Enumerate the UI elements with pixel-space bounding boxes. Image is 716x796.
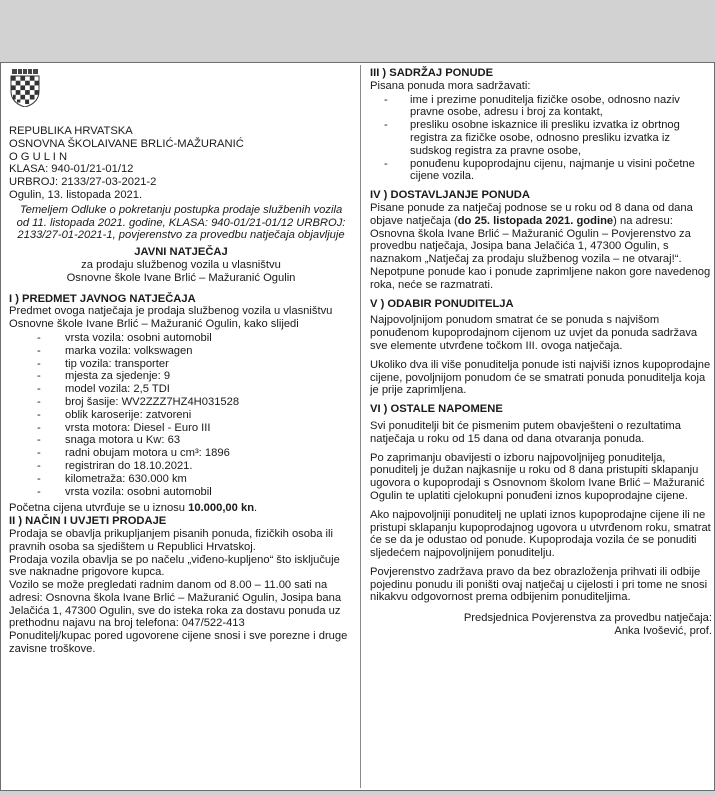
spec-item: - tip vozila: transporter <box>37 358 353 371</box>
starting-price <box>9 502 353 515</box>
spec-item: - radni obujam motora u cm³: 1896 <box>37 447 353 460</box>
price-value: 10.000,00 kn <box>188 502 255 515</box>
spec-item: - snaga motora u Kw: 63 <box>37 434 353 447</box>
price-prefix: Početna cijena utvrđuje se u iznosu <box>9 502 189 515</box>
right-column <box>370 67 712 638</box>
urbroj-number: URBROJ: 2133/27-03-2021-2 <box>9 176 157 189</box>
section-2-p2: Prodaja vozila obavlja se po načelu „viđeno-kupljeno“ što isključuje sve naknadne prigovore kupca. <box>9 553 340 579</box>
notice-subtitle-1: za prodaju službenog vozila u vlasništvu <box>81 258 281 271</box>
republic-name: REPUBLIKA HRVATSKA <box>9 125 133 137</box>
spec-item: - model vozila: 2,5 TDI <box>37 383 353 396</box>
section-4-text <box>370 202 712 292</box>
requirement-item: - ponuđenu kupoprodajnu cijenu, najmanje u visini početne cijene vozila. <box>384 158 712 184</box>
section-2-p4: Ponuditelj/kupac pored ugovorene cijene snosi i sve porezne i druge zavisne troškove. <box>9 630 348 656</box>
section-6-p3: Ako najpovoljniji ponuditelj ne uplati iznos kupoprodajne cijene ili ne pristupi sklapanju kupoprodajnog ugovora u utvrđenom roku, smatrat će se da je odustao od ponude. Kupoprodaja vozila će se ponuditi sljedećem najpovoljnijem ponuditelju. <box>370 508 711 560</box>
signature-role: Predsjednica Povjerenstva za provedbu natječaja: <box>463 612 712 625</box>
section-5-p2: Ukoliko dva ili više ponuditelja ponude isti najviši iznos kupoprodajne cijene, povoljnijom ponudom će se smatrati ponuda ponuditelja koja je prije zaprimljena. <box>370 358 711 397</box>
klasa-number: KLASA: 940-01/21-01/12 <box>9 163 134 176</box>
spec-item: - vrsta vozila: osobni automobil <box>37 486 353 499</box>
delivery-text-end: ) na adresu: Osnovna škola Ivane Brlić – Mažuranić Ogulin – Povjerenstvo za provedbu natječaja, Josipa bana Jelačića 1, 47300 Ogulin, s naznakom „Natječaj za prodaju službenog vozila – ne otvaraj!“. Nepotpune ponude kao i ponude zaprimljene nakon gore navedenog roka, neće se razmatrati. <box>370 214 711 291</box>
section-heading-2: II ) NAČIN I UVJETI PRODAJE <box>9 515 167 528</box>
delivery-text-start: Pisane ponude za natječaj podnose se u roku od 8 dana od dana objave natječaja ( <box>370 201 693 227</box>
spec-item: - registriran do 18.10.2021. <box>37 460 353 473</box>
signature-name: Anka Ivošević, prof. <box>614 625 712 638</box>
section-6-p1: Svi ponuditelji bit će pismenim putem obavješteni o rezultatima natječaja u roku od 15 dana od dana otvaranja ponuda. <box>370 419 681 445</box>
spec-item: - vrsta vozila: osobni automobil <box>37 332 353 345</box>
spec-item: - broj šasije: WV2ZZZ7HZ4H031528 <box>37 396 353 409</box>
section-2-p1: Prodaja se obavlja prikupljanjem pisanih ponuda, fizičkih osoba ili pravnih osoba sa sjedištem u Republici Hrvatskoj. <box>9 527 334 553</box>
section-3-text: Pisana ponuda mora sadržavati: <box>370 79 531 92</box>
section-6-p4: Povjerenstvo zadržava pravo da bez obrazloženja prihvati ili odbije pojedinu ponudu ili poništi ovaj natječaj u cijelosti i pri tome ne snosi nikakvu odgovornost prema odbijenim ponuditeljima. <box>370 565 708 604</box>
date-line: Ogulin, 13. listopada 2021. <box>9 188 143 201</box>
city-name: O G U L I N <box>9 150 68 163</box>
notice-subtitle-2: Osnovne škole Ivane Brlić – Mažuranić Ogulin <box>66 271 296 284</box>
letterhead <box>9 125 353 202</box>
requirement-item: - ime i prezime ponuditelja fizičke osobe, odnosno naziv pravne osobe, adresu i broj za kontakt, <box>384 94 712 120</box>
signature-block <box>370 612 712 638</box>
section-heading-1: I ) PREDMET JAVNOG NATJEČAJA <box>9 292 196 305</box>
spec-item: - marka vozila: volkswagen <box>37 345 353 358</box>
column-divider <box>360 65 361 788</box>
requirement-item: - presliku osobne iskaznice ili presliku izvatka iz obrtnog registra za fizičke osobe, odnosno presliku izvatka iz sudskog registra za pravne osobe, <box>384 119 712 157</box>
section-6-p2: Po zaprimanju obavijesti o izboru najpovoljnijeg ponuditelja, ponuditelj je dužan najkasnije u roku od 8 dana pristupiti sklapanju ugovora o kupoprodaji s Osnovnom školom Ivane Brlić – Mažuranić Ogulin te uplatiti cjelokupni ponuđeni iznos kupoprodajne cijene. <box>370 451 705 502</box>
left-column <box>9 67 353 656</box>
section-1-text: Predmet ovoga natječaja je prodaja službenog vozila u vlasništvu Osnovne škole Ivane Brlić – Mažuranić Ogulin, kako slijedi <box>9 305 333 331</box>
spec-item: - oblik karoserije: zatvoreni <box>37 409 353 422</box>
price-suffix: . <box>254 502 258 515</box>
school-name: OSNOVNA ŠKOLAIVANE BRLIĆ-MAŽURANIĆ <box>9 137 244 150</box>
delivery-deadline: do 25. listopada 2021. godine <box>457 214 614 227</box>
section-5-p1: Najpovoljnijom ponudom smatrat će se ponuda s najvišom ponuđenom kupoprodajnom cijenom uz uvjet da ponuda sadržava sve elemente utvrđene točkom III. ovoga natječaja. <box>370 314 698 352</box>
spec-item: - kilometraža: 630.000 km <box>37 473 353 486</box>
section-heading-4: IV ) DOSTAVLJANJE PONUDA <box>370 189 530 202</box>
section-heading-3: III ) SADRŽAJ PONUDE <box>370 67 494 79</box>
section-heading-6: VI ) OSTALE NAPOMENE <box>370 403 503 416</box>
spec-item: - mjesta za sjedenje: 9 <box>37 370 353 383</box>
section-heading-5: V ) ODABIR PONUDITELJA <box>370 297 514 310</box>
vehicle-spec-list <box>9 332 353 498</box>
intro-text: Temeljem Odluke o pokretanju postupka prodaje službenih vozila od 11. listopada 2021. godine, KLASA: 940-01/21-01/12 URBROJ: 2133/27-01-2021-1, povjerenstvo za provedbu natječaja objavljuje <box>16 203 346 242</box>
offer-contents-list <box>370 94 712 184</box>
spec-item: - vrsta motora: Diesel - Euro III <box>37 422 353 435</box>
public-notice <box>0 62 715 791</box>
notice-title: JAVNI NATJEČAJ <box>134 246 228 259</box>
section-2-p3: Vozilo se može pregledati radnim danom od 8.00 – 11.00 sati na adresi: Osnovna škola Ivane Brlić – Mažuranić Ogulin, Josipa bana Jelačića 1, 47300 Ogulin, sve do isteka roka za dostavu ponuda uz prethodnu najavu na broj telefona: 047/522-413 <box>9 579 342 630</box>
croatian-coat-of-arms-icon <box>10 69 40 107</box>
